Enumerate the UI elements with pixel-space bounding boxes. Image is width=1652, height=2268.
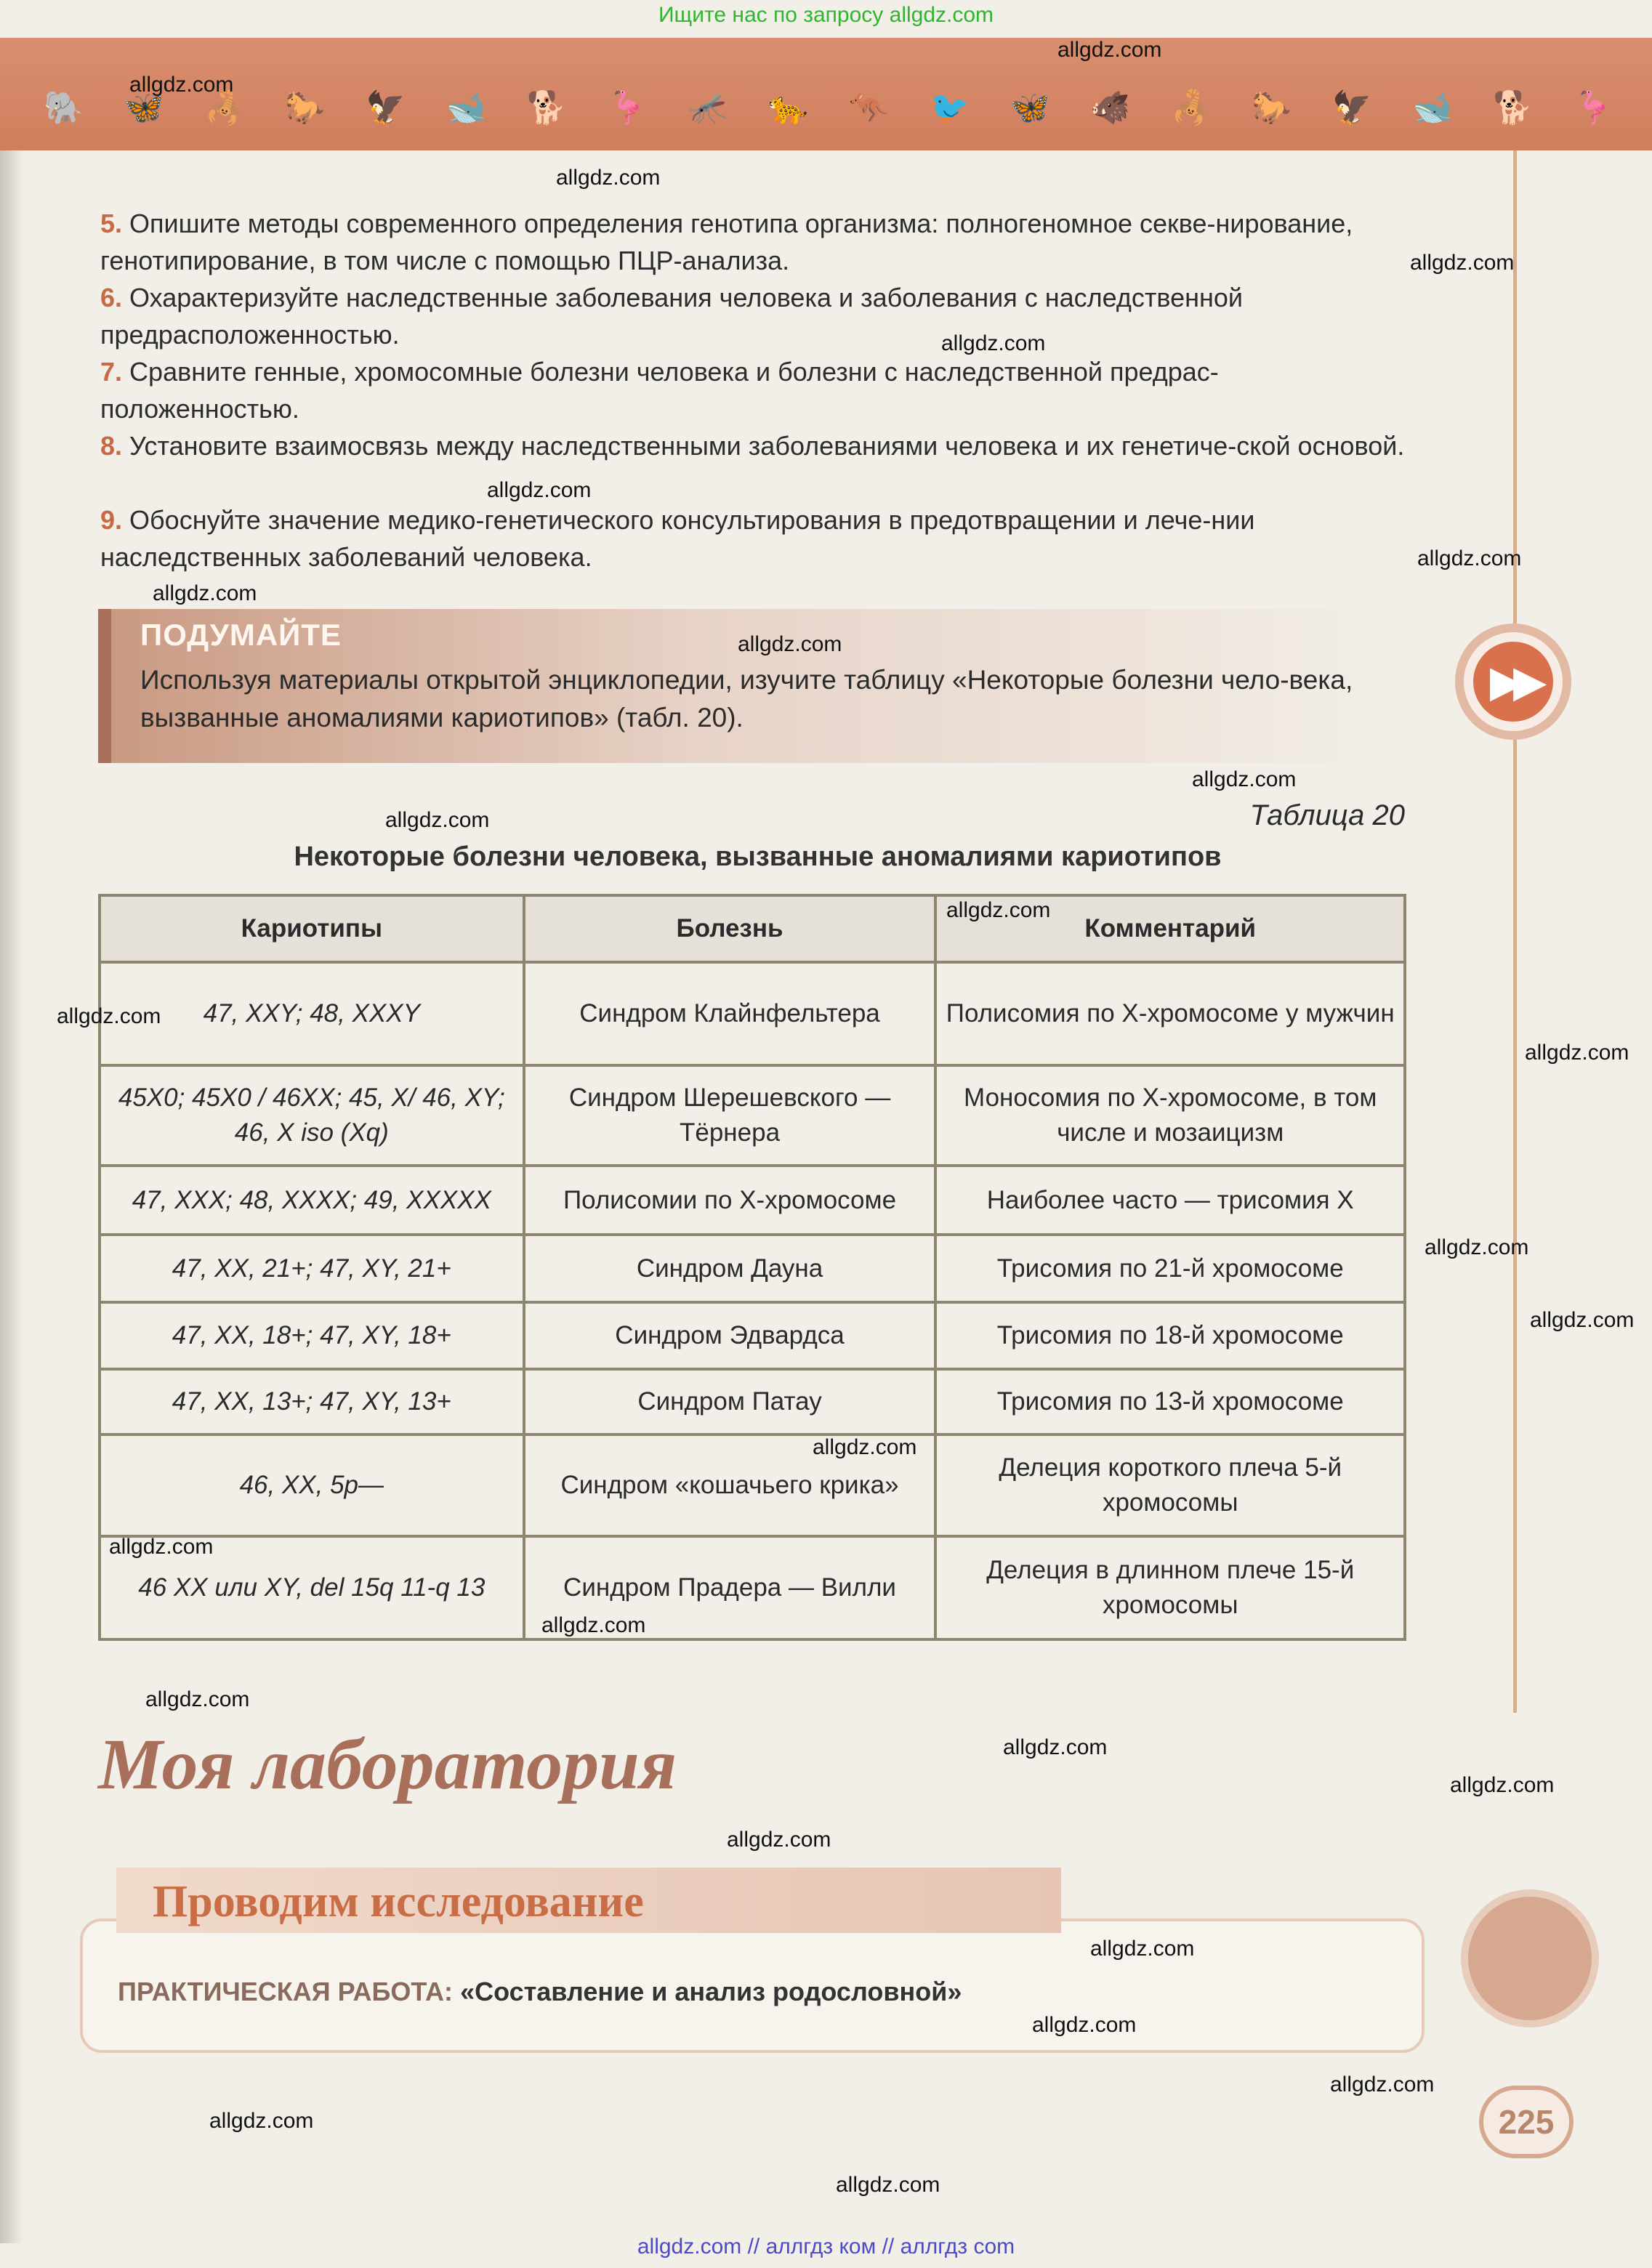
disease-cell: Синдром Шерешевского — Тёрнера — [524, 1065, 936, 1166]
comment-cell: Полисомия по X-хромосоме у мужчин — [935, 962, 1405, 1065]
table-row — [100, 1065, 1405, 1166]
question-7: 7. Сравните генные, хромосомные болезни человека и болезни с наследственной предрас-положенностью. — [100, 357, 1219, 424]
watermark: allgdz.com — [385, 808, 490, 832]
watermark: allgdz.com — [57, 1004, 161, 1028]
comment-cell: Трисомия по 18-й хромосоме — [935, 1302, 1405, 1369]
watermark: allgdz.com — [1530, 1308, 1635, 1332]
disease-cell: Синдром Эдвардса — [524, 1302, 936, 1369]
watermark: allgdz.com — [1090, 1937, 1195, 1961]
watermark: allgdz.com — [1410, 251, 1515, 275]
disease-cell: Синдром Клайнфельтера — [524, 962, 936, 1065]
watermark: allgdz.com — [1003, 1735, 1108, 1759]
watermark: allgdz.com — [727, 1828, 831, 1852]
comment-cell: Моносомия по X-хромосоме, в том числе и мозаицизм — [935, 1065, 1405, 1166]
karyotype-cell: 47, XXY; 48, XXXY — [100, 962, 524, 1065]
header-disease: Болезнь — [524, 895, 936, 962]
disease-cell: Синдром «кошачьего крика» — [524, 1434, 936, 1536]
watermark: allgdz.com — [1192, 767, 1297, 791]
research-title: Проводим исследование — [153, 1877, 644, 1926]
karyotype-cell: 47, XXX; 48, XXXX; 49, XXXXX — [100, 1166, 524, 1235]
margin-line — [1513, 150, 1517, 1713]
table-header-row — [100, 895, 1405, 962]
header-band — [0, 38, 1652, 150]
table-row — [100, 1166, 1405, 1235]
header-comment: Комментарий — [935, 895, 1405, 962]
watermark: allgdz.com — [1450, 1773, 1555, 1797]
comment-cell: Делеция в длинном плече 15-й хромосомы — [935, 1536, 1405, 1639]
table-row — [100, 1235, 1405, 1302]
watermark: allgdz.com — [129, 73, 234, 97]
practical-work: ПРАКТИЧЕСКАЯ РАБОТА: «Составление и анализ родословной» — [118, 1977, 962, 2006]
magnifier-icon — [1461, 1889, 1599, 2027]
watermark: allgdz.com — [153, 581, 257, 605]
watermark: allgdz.com — [556, 166, 661, 190]
table-number: Таблица 20 — [1249, 799, 1405, 831]
think-title: ПОДУМАЙТЕ — [140, 618, 342, 652]
karyotype-cell: 47, XX, 13+; 47, XY, 13+ — [100, 1369, 524, 1434]
disease-cell: Синдром Прадера — Вилли — [524, 1536, 936, 1639]
table-row — [100, 962, 1405, 1065]
comment-cell: Наиболее часто — трисомия X — [935, 1166, 1405, 1235]
question-9: 9. Обоснуйте значение медико-генетического консультирования в предотвращении и лече-нии наследственных заболеваний человека. — [100, 505, 1255, 572]
karyotype-table — [98, 894, 1406, 1641]
watermark: allgdz.com — [109, 1535, 214, 1559]
watermark: allgdz.com — [1525, 1041, 1629, 1065]
watermark: allgdz.com — [738, 632, 842, 656]
table-row — [100, 1434, 1405, 1536]
karyotype-cell: 45X0; 45X0 / 46XX; 45, X/ 46, XY; 46, X iso (Xq) — [100, 1065, 524, 1166]
watermark: allgdz.com — [1032, 2013, 1137, 2037]
karyotype-cell: 47, XX, 21+; 47, XY, 21+ — [100, 1235, 524, 1302]
watermark: allgdz.com — [541, 1613, 646, 1637]
watermark: allgdz.com — [145, 1687, 250, 1711]
top-note: Ищите нас по запросу allgdz.com — [658, 3, 994, 27]
fast-forward-icon: ▶▶ — [1473, 642, 1553, 722]
disease-cell: Синдром Патау — [524, 1369, 936, 1434]
table-row — [100, 1369, 1405, 1434]
watermark: allgdz.com — [1417, 546, 1522, 570]
comment-cell: Делеция короткого плеча 5-й хромосомы — [935, 1434, 1405, 1536]
table-title: Некоторые болезни человека, вызванные аномалиями кариотипов — [294, 842, 1222, 872]
watermark: allgdz.com — [941, 331, 1046, 355]
research-banner — [116, 1868, 1061, 1933]
disease-cell: Синдром Дауна — [524, 1235, 936, 1302]
table-row — [100, 1536, 1405, 1639]
disease-cell: Полисомии по X-хромосоме — [524, 1166, 936, 1235]
watermark: allgdz.com — [1057, 38, 1162, 62]
karyotype-cell: 47, XX, 18+; 47, XY, 18+ — [100, 1302, 524, 1369]
question-8: 8. Установите взаимосвязь между наследственными заболеваниями человека и их генетиче-ской основой. — [100, 431, 1405, 461]
karyotype-cell: 46 XX или XY, del 15q 11-q 13 — [100, 1536, 524, 1639]
watermark: allgdz.com — [813, 1435, 917, 1459]
header-karyotypes: Кариотипы — [100, 895, 524, 962]
bottom-links[interactable]: allgdz.com // аллгдз ком // аллгдз com — [637, 2235, 1015, 2259]
watermark: allgdz.com — [487, 478, 592, 502]
watermark: allgdz.com — [209, 2109, 314, 2133]
think-text: Используя материалы открытой энциклопедии, изучите таблицу «Некоторые болезни чело-века, вызванные аномалиями кариотипов» (табл. 20). — [140, 665, 1353, 733]
next-button[interactable] — [1455, 624, 1571, 740]
comment-cell: Трисомия по 21-й хромосоме — [935, 1235, 1405, 1302]
karyotype-cell: 46, XX, 5p— — [100, 1434, 524, 1536]
watermark: allgdz.com — [946, 898, 1051, 922]
table-row — [100, 1302, 1405, 1369]
page-number: 225 — [1479, 2086, 1574, 2158]
watermark: allgdz.com — [1330, 2073, 1435, 2097]
comment-cell: Трисомия по 13-й хромосоме — [935, 1369, 1405, 1434]
question-5: 5. Опишите методы современного определения генотипа организма: полногеномное секве-нирование, генотипирование, в том числе с помощью ПЦР-анализа. — [100, 209, 1353, 275]
watermark: allgdz.com — [836, 2173, 940, 2197]
page-gutter — [0, 150, 22, 2243]
watermark: allgdz.com — [1425, 1235, 1529, 1259]
animal-silhouettes-icon: 🐘 🦋 🦂 🐎 🦅 🐋 🐕 🦩 🦟 🐆 🦘 🐦 🦋 🐗 🦂 🐎 🦅 🐋 🐕 🦩 — [44, 90, 1613, 126]
lab-title: Моя лаборатория — [98, 1724, 677, 1804]
question-6: 6. Охарактеризуйте наследственные заболевания человека и заболевания с наследственной предрасположенностью. — [100, 283, 1244, 350]
